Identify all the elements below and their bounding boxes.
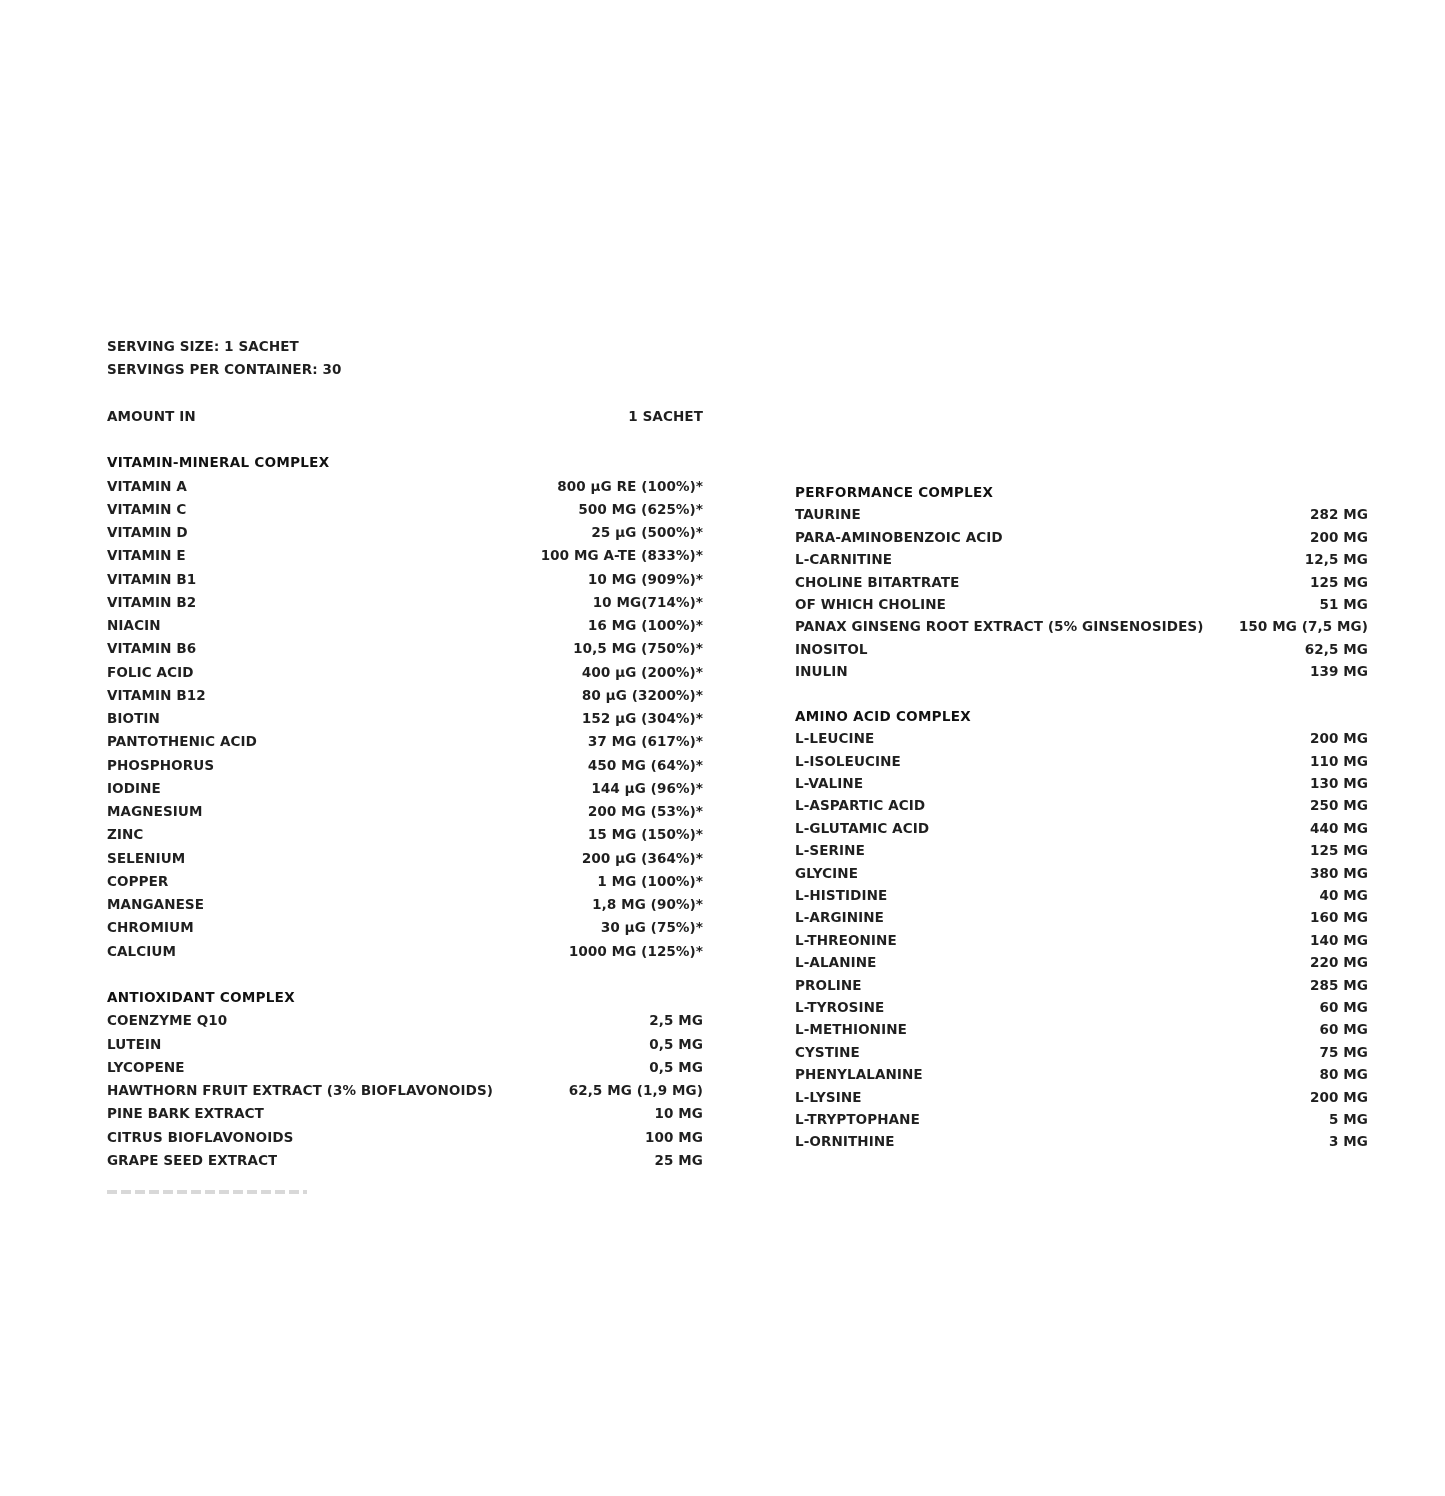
nutrient-value: 0,5 MG [649,1059,703,1076]
nutrient-name: L-TYROSINE [795,999,885,1016]
table-row [795,840,1368,862]
table-row [107,1103,703,1126]
table-row [795,818,1368,840]
nutrient-value: 152 µG (304%)* [581,711,703,727]
nutrient-value: 220 MG [1310,955,1368,972]
amount-header [107,406,703,429]
table-row [107,1034,703,1057]
amino-rows [795,728,1368,1153]
nutrient-name: L-HISTIDINE [795,888,888,905]
nutrient-value: 1,8 MG (90%)* [592,897,703,913]
nutrient-value: 10 MG [654,1106,703,1123]
nutrient-value: 500 MG (625%)* [578,501,703,518]
nutrient-name: PARA-AMINOBENZOIC ACID [795,529,1003,546]
table-row [107,662,703,685]
nutrient-name: TAURINE [795,507,861,524]
performance-title: PERFORMANCE COMPLEX [795,485,994,501]
nutrient-value: 160 MG [1310,910,1368,927]
performance-rows [795,504,1368,683]
nutrient-value: 10,5 MG (750%)* [573,641,703,658]
spacer [107,383,703,406]
nutrient-name: COENZYME Q10 [107,1013,228,1030]
table-row [795,1087,1368,1109]
table-row [795,728,1368,750]
nutrient-value: 2,5 MG [649,1013,703,1030]
nutrient-value: 80 µG (3200%)* [581,687,703,704]
table-row [107,871,703,894]
nutrient-name: L-ALANINE [795,955,877,972]
nutrient-name: LUTEIN [107,1036,162,1053]
nutrient-value: 37 MG (617%)* [587,734,703,751]
table-row [795,1109,1368,1131]
table-row [795,661,1368,683]
table-row [795,572,1368,594]
antioxidant-rows [107,1010,703,1173]
nutrient-name: BIOTIN [107,711,160,727]
nutrient-value: 200 MG (53%)* [587,804,703,820]
nutrient-name: L-ARGININE [795,910,884,927]
table-row [795,594,1368,616]
table-row [107,941,703,964]
nutrient-name: PHENYLALANINE [795,1067,923,1084]
table-row [795,1042,1368,1064]
nutrient-value: 62,5 MG [1304,641,1368,658]
amount-label: AMOUNT IN [107,408,196,425]
nutrient-name: GRAPE SEED EXTRACT [107,1152,278,1169]
table-row [795,639,1368,661]
nutrient-name: CALCIUM [107,943,176,960]
table-row [107,615,703,638]
nutrient-value: 100 MG A-TE (833%)* [540,548,703,565]
nutrient-name: CHROMIUM [107,920,194,937]
nutrient-value: 200 MG [1310,529,1368,546]
spacer [107,964,703,987]
table-row [107,638,703,661]
nutrient-value: 25 MG [654,1152,703,1169]
table-row [795,751,1368,773]
serving-size: SERVING SIZE: 1 SACHET [107,339,299,355]
nutrient-value: 12,5 MG [1304,552,1368,569]
spacer [795,684,1368,706]
nutrient-name: MAGNESIUM [107,804,203,820]
table-row [795,504,1368,526]
vitamin-mineral-rows [107,476,703,964]
nutrient-value: 139 MG [1310,664,1368,681]
nutrient-name: FOLIC ACID [107,664,194,681]
right-column [795,482,1368,1154]
vitamin-mineral-title: VITAMIN-MINERAL COMPLEX [107,455,330,472]
table-row [795,885,1368,907]
nutrient-value: 282 MG [1310,507,1368,524]
nutrient-value: 10 MG(714%)* [592,594,703,611]
table-row [107,1057,703,1080]
table-row [107,476,703,499]
amino-title: AMINO ACID COMPLEX [795,708,972,725]
nutrient-name: VITAMIN A [107,478,187,495]
table-row [795,863,1368,885]
table-row [795,527,1368,549]
nutrient-name: PANAX GINSENG ROOT EXTRACT (5% GINSENOSIDES) [795,619,1204,636]
nutrient-value: 1000 MG (125%)* [568,943,703,960]
nutrient-name: HAWTHORN FRUIT EXTRACT (3% BIOFLAVONOIDS) [107,1083,494,1099]
table-row [795,616,1368,638]
nutrient-name: VITAMIN B2 [107,594,197,611]
nutrient-name: L-METHIONINE [795,1022,907,1039]
nutrient-value: 285 MG [1310,977,1368,994]
nutrient-value: 250 MG [1310,798,1368,815]
nutrient-value: 30 µG (75%)* [600,920,703,937]
nutrient-name: VITAMIN B1 [107,571,197,588]
nutrient-value: 200 MG [1310,1089,1368,1106]
table-row [107,778,703,801]
table-row [107,894,703,917]
nutrient-value: 25 µG (500%)* [591,525,703,541]
left-column [107,336,703,1173]
table-row [107,522,703,545]
nutrient-value: 60 MG [1319,1022,1368,1039]
table-row [795,549,1368,571]
nutrient-name: VITAMIN E [107,548,186,565]
nutrient-name: VITAMIN B6 [107,641,197,658]
table-row [107,731,703,754]
nutrient-value: 140 MG [1310,932,1368,949]
table-row [107,545,703,568]
nutrient-name: INULIN [795,664,848,681]
nutrient-name: PHOSPHORUS [107,757,215,774]
nutrient-value: 0,5 MG [649,1036,703,1053]
nutrient-name: L-LYSINE [795,1089,862,1106]
nutrient-value: 200 µG (364%)* [581,850,703,867]
table-row [107,1010,703,1033]
nutrient-name: L-VALINE [795,776,864,793]
table-row [795,1131,1368,1153]
nutrient-value: 15 MG (150%)* [587,827,703,844]
nutrient-name: NIACIN [107,618,161,634]
nutrient-name: L-TRYPTOPHANE [795,1111,920,1128]
table-row [795,1064,1368,1086]
nutrient-value: 16 MG (100%)* [587,618,703,634]
nutrient-name: LYCOPENE [107,1059,185,1076]
nutrient-name: PINE BARK EXTRACT [107,1106,264,1123]
nutrient-value: 150 MG (7,5 MG) [1238,619,1368,636]
nutrient-value: 3 MG [1328,1134,1368,1151]
table-row [107,824,703,847]
nutrient-name: VITAMIN B12 [107,687,206,704]
nutrient-name: SELENIUM [107,850,186,867]
table-row [107,592,703,615]
table-row [107,569,703,592]
table-row [107,1150,703,1173]
nutrient-name: OF WHICH CHOLINE [795,596,946,613]
nutrient-value: 75 MG [1319,1044,1368,1061]
table-row [107,685,703,708]
table-row [795,952,1368,974]
nutrient-value: 10 MG (909%)* [587,571,703,588]
nutrient-value: 400 µG (200%)* [581,664,703,681]
nutrient-name: L-THREONINE [795,932,897,949]
table-row [107,708,703,731]
spacer [107,429,703,452]
nutrient-name: CYSTINE [795,1044,860,1061]
nutrient-name: COPPER [107,873,169,890]
nutrient-name: VITAMIN C [107,501,187,518]
nutrient-value: 40 MG [1319,888,1368,905]
table-row [795,907,1368,929]
nutrient-name: CHOLINE BITARTRATE [795,574,960,591]
table-row [795,930,1368,952]
nutrient-value: 125 MG [1310,574,1368,591]
nutrient-value: 5 MG [1328,1111,1368,1128]
nutrient-value: 80 MG [1319,1067,1368,1084]
table-row [107,1127,703,1150]
nutrient-value: 380 MG [1310,865,1368,882]
table-row [107,755,703,778]
nutrient-name: L-GLUTAMIC ACID [795,820,930,837]
nutrient-name: ZINC [107,827,144,844]
amount-unit: 1 SACHET [628,408,703,425]
nutrient-name: L-ASPARTIC ACID [795,798,926,815]
antioxidant-title: ANTIOXIDANT COMPLEX [107,990,295,1006]
nutrient-name: L-ORNITHINE [795,1134,895,1151]
nutrient-name: PROLINE [795,977,862,994]
nutrient-name: MANGANESE [107,897,205,913]
table-row [107,917,703,940]
table-row [107,1080,703,1103]
nutrient-value: 60 MG [1319,999,1368,1016]
nutrient-name: CITRUS BIOFLAVONOIDS [107,1129,294,1146]
nutrient-value: 1 MG (100%)* [597,873,703,890]
nutrient-name: L-ISOLEUCINE [795,753,901,770]
nutrient-value: 110 MG [1310,753,1368,770]
nutrient-value: 125 MG [1310,843,1368,860]
nutrient-name: VITAMIN D [107,525,188,541]
nutrient-value: 144 µG (96%)* [591,780,703,797]
nutrient-value: 100 MG [645,1129,703,1146]
nutrient-name: INOSITOL [795,641,868,658]
nutrient-value: 450 MG (64%)* [587,757,703,774]
nutrient-value: 62,5 MG (1,9 MG) [568,1083,703,1099]
nutrient-name: PANTOTHENIC ACID [107,734,257,751]
table-row [795,795,1368,817]
table-row [107,499,703,522]
nutrient-value: 440 MG [1310,820,1368,837]
nutrient-name: GLYCINE [795,865,859,882]
nutrient-name: L-SERINE [795,843,865,860]
table-row [795,773,1368,795]
table-row [795,997,1368,1019]
nutrient-name: L-CARNITINE [795,552,893,569]
nutrient-name: IODINE [107,780,161,797]
nutrient-value: 130 MG [1310,776,1368,793]
nutrient-name: L-LEUCINE [795,731,875,748]
servings-per-container: SERVINGS PER CONTAINER: 30 [107,362,342,379]
table-row [795,975,1368,997]
faded-cut-text [107,1190,307,1194]
table-row [795,1019,1368,1041]
nutrient-value: 51 MG [1319,596,1368,613]
table-row [107,801,703,824]
nutrient-value: 200 MG [1310,731,1368,748]
nutrient-value: 800 µG RE (100%)* [557,478,703,495]
table-row [107,848,703,871]
